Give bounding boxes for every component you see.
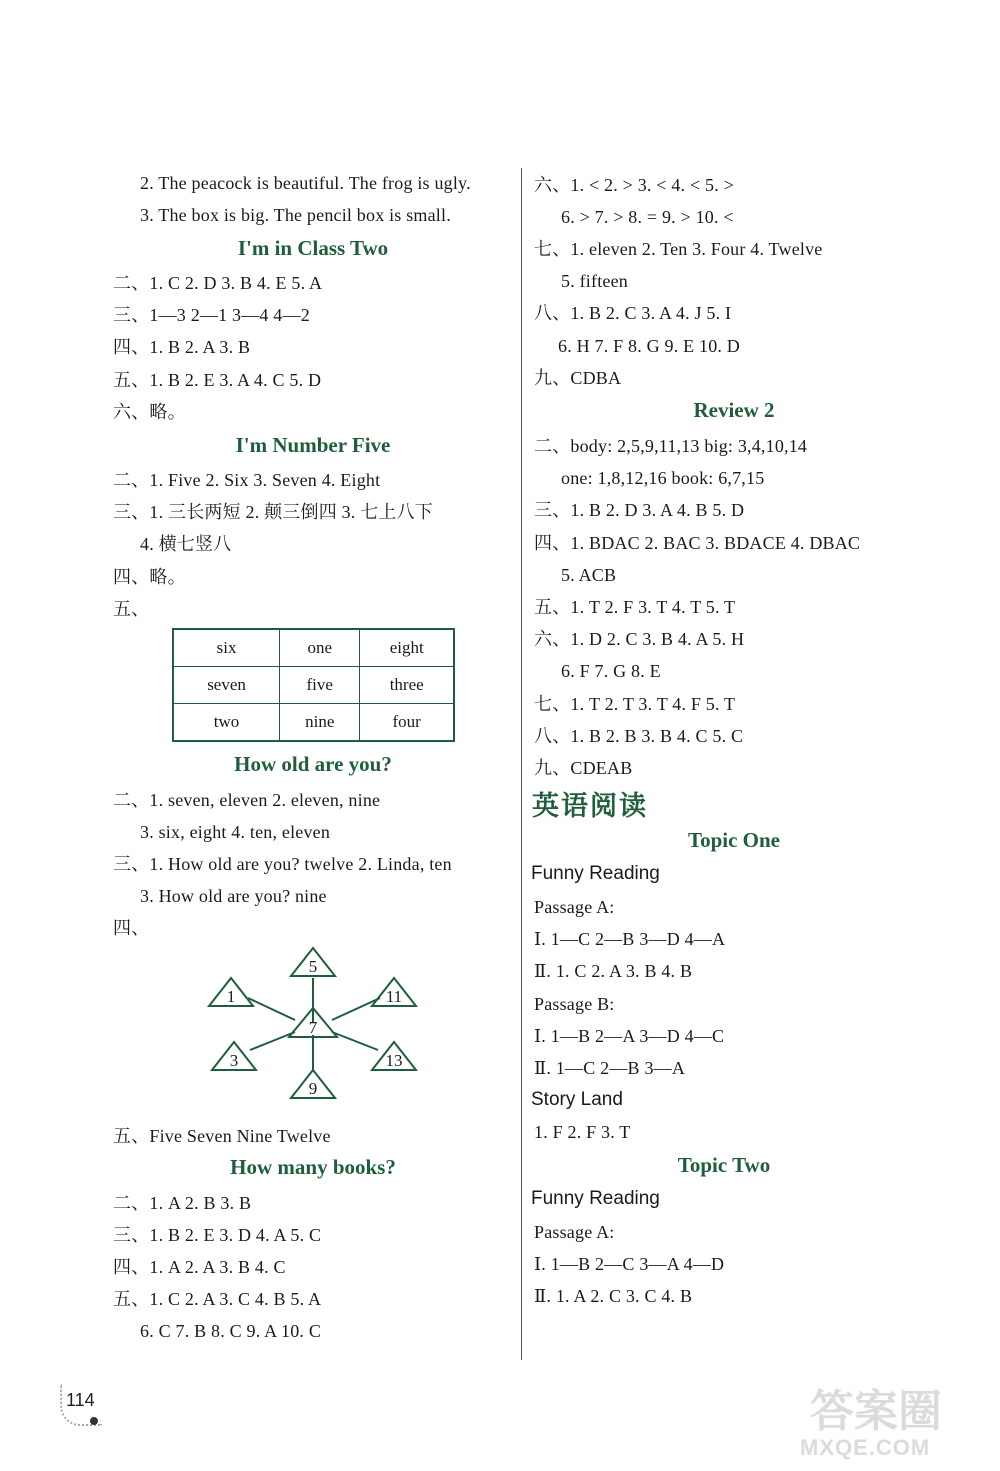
subsection-label: Funny Reading: [531, 863, 660, 884]
answer-line: Ⅱ. 1. A 2. C 3. C 4. B: [534, 1286, 693, 1306]
answer-line: 四、1. A 2. A 3. B 4. C: [113, 1257, 286, 1277]
answer-line: Ⅱ. 1—C 2—B 3—A: [534, 1058, 686, 1078]
subsection-label: Story Land: [531, 1089, 623, 1110]
answer-line: 6. F 7. G 8. E: [561, 661, 661, 681]
answer-line: 八、1. B 2. C 3. A 4. J 5. I: [534, 303, 732, 323]
star-number: 13: [385, 1051, 403, 1070]
watermark: [800, 1375, 995, 1465]
answer-line: 六、1. D 2. C 3. B 4. A 5. H: [534, 629, 745, 649]
page-number-dot: [90, 1417, 98, 1425]
star-number: 9: [308, 1079, 318, 1098]
answer-line: 三、1—3 2—1 3—4 4—2: [113, 305, 310, 325]
answer-line: 六、1. < 2. > 3. < 4. < 5. >: [534, 175, 734, 195]
answer-line: 四、略。: [113, 567, 186, 587]
answer-line: 五、Five Seven Nine Twelve: [113, 1126, 331, 1146]
answer-line: Passage A:: [534, 1222, 615, 1242]
answer-line: 3. The box is big. The pencil box is small.: [140, 205, 451, 225]
number-table: [172, 628, 455, 742]
section-heading: How old are you?: [234, 752, 392, 776]
table-cell: nine: [280, 704, 360, 742]
answer-line: 5. ACB: [561, 565, 617, 585]
section-heading: Review 2: [693, 398, 775, 422]
number-star-diagram: [200, 940, 430, 1105]
answer-line: 3. six, eight 4. ten, eleven: [140, 822, 331, 842]
answer-line: 三、1. How old are you? twelve 2. Linda, ten: [113, 854, 452, 874]
table-cell: five: [280, 667, 360, 704]
table-cell: seven: [173, 667, 280, 704]
section-title: 英语阅读: [532, 791, 648, 821]
answer-line: 七、1. T 2. T 3. T 4. F 5. T: [534, 694, 736, 714]
answer-line: 五、1. B 2. E 3. A 4. C 5. D: [113, 370, 322, 390]
table-cell: eight: [360, 629, 454, 667]
answer-line: 四、: [113, 918, 150, 938]
answer-line: 五、: [113, 599, 150, 619]
star-number: 11: [385, 987, 403, 1006]
subsection-label: Funny Reading: [531, 1188, 660, 1209]
answer-line: 2. The peacock is beautiful. The frog is ugly.: [140, 173, 471, 193]
answer-line: 四、1. B 2. A 3. B: [113, 337, 251, 357]
star-number: 5: [308, 957, 318, 976]
answer-line: 三、1. B 2. E 3. D 4. A 5. C: [113, 1225, 322, 1245]
answer-line: 九、CDEAB: [534, 758, 633, 778]
answer-line: 八、1. B 2. B 3. B 4. C 5. C: [534, 726, 744, 746]
answer-line: Ⅰ. 1—B 2—C 3—A 4—D: [534, 1254, 725, 1274]
section-heading: I'm in Class Two: [237, 236, 389, 260]
answer-line: 6. C 7. B 8. C 9. A 10. C: [140, 1321, 322, 1341]
answer-line: 1. F 2. F 3. T: [534, 1122, 631, 1142]
page-number: 114: [66, 1390, 95, 1410]
answer-line: 七、1. eleven 2. Ten 3. Four 4. Twelve: [534, 239, 823, 259]
section-heading: Topic One: [688, 828, 780, 852]
answer-line: Ⅰ. 1—C 2—B 3—D 4—A: [534, 929, 726, 949]
answer-line: 二、1. Five 2. Six 3. Seven 4. Eight: [113, 470, 381, 490]
answer-line: 6. H 7. F 8. G 9. E 10. D: [558, 336, 741, 356]
table-cell: one: [280, 629, 360, 667]
answer-line: Passage B:: [534, 994, 615, 1014]
answer-line: 二、1. A 2. B 3. B: [113, 1193, 252, 1213]
section-heading: Topic Two: [677, 1153, 771, 1177]
column-divider: [521, 168, 522, 1360]
answer-line: 五、1. T 2. F 3. T 4. T 5. T: [534, 597, 736, 617]
star-number: 1: [226, 987, 236, 1006]
table-cell: two: [173, 704, 280, 742]
answer-line: 三、1. 三长两短 2. 颠三倒四 3. 七上八下: [113, 502, 433, 522]
answer-line: 二、1. seven, eleven 2. eleven, nine: [113, 790, 381, 810]
answer-line: 六、略。: [113, 402, 186, 422]
watermark-text: MXQE.COM: [800, 1435, 931, 1460]
table-cell: three: [360, 667, 454, 704]
answer-line: 二、1. C 2. D 3. B 4. E 5. A: [113, 273, 323, 293]
answer-line: Ⅱ. 1. C 2. A 3. B 4. B: [534, 961, 693, 981]
answer-line: 3. How old are you? nine: [140, 886, 327, 906]
answer-line: 6. > 7. > 8. = 9. > 10. <: [561, 207, 734, 227]
answer-line: 四、1. BDAC 2. BAC 3. BDACE 4. DBAC: [534, 533, 861, 553]
table-cell: six: [173, 629, 280, 667]
answer-line: 4. 横七竖八: [140, 534, 232, 554]
section-heading: How many books?: [230, 1155, 396, 1179]
answer-line: 九、CDBA: [534, 368, 622, 388]
answer-line: 5. fifteen: [561, 271, 628, 291]
section-heading: I'm Number Five: [235, 433, 391, 457]
answer-line: Passage A:: [534, 897, 615, 917]
answer-line: 五、1. C 2. A 3. C 4. B 5. A: [113, 1289, 322, 1309]
watermark-logo: 答案圈: [810, 1386, 942, 1437]
table-cell: four: [360, 704, 454, 742]
answer-line: Ⅰ. 1—B 2—A 3—D 4—C: [534, 1026, 725, 1046]
star-number: 3: [229, 1051, 239, 1070]
answer-line: 三、1. B 2. D 3. A 4. B 5. D: [534, 500, 745, 520]
answer-line: one: 1,8,12,16 book: 6,7,15: [561, 468, 765, 488]
star-number: 7: [308, 1018, 318, 1037]
answer-line: 二、body: 2,5,9,11,13 big: 3,4,10,14: [534, 436, 808, 456]
